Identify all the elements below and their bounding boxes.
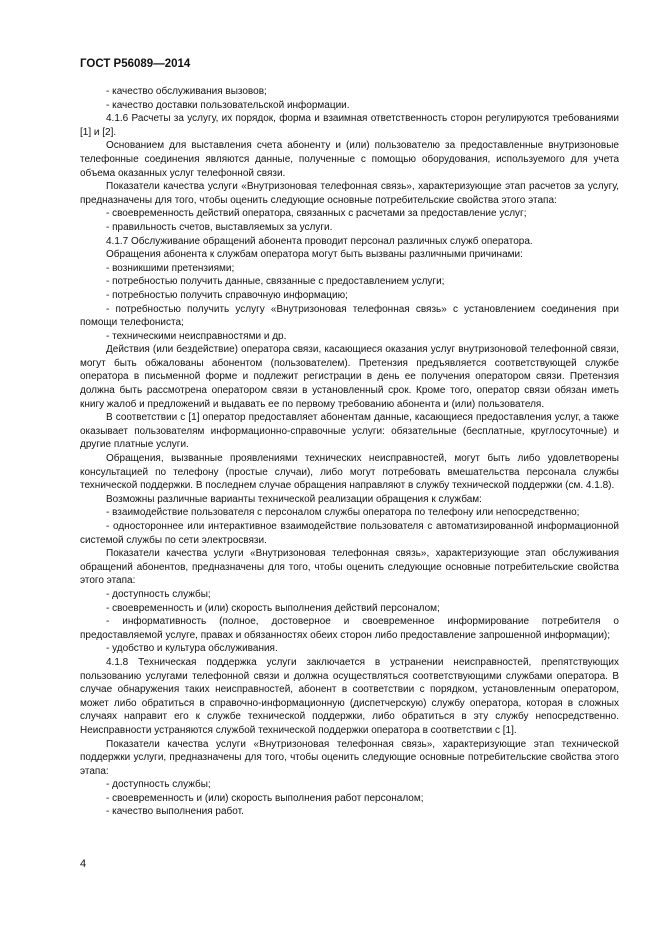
list-item: - доступность службы; bbox=[106, 779, 211, 791]
list-item: - своевременность действий оператора, связанных с расчетами за предоставление услуг; bbox=[106, 208, 527, 220]
list-item: - потребностью получить справочную информацию; bbox=[106, 289, 348, 301]
paragraph: 4.1.6 Расчеты за услугу, их порядок, форма и взаимная ответственность сторон регулируются требованиями [1] и [2]. bbox=[80, 113, 619, 138]
list-item: - потребностью получить данные, связанные с предоставлением услуги; bbox=[106, 276, 445, 288]
list-item: - возникшими претензиями; bbox=[106, 262, 235, 274]
paragraph: Показатели качества услуги «Внутризоновая телефонная связь», характеризующие этап технической поддержки услуги, предназначены для того, чтобы оценить следующие основные потребительские свойства этого этапа: bbox=[80, 738, 619, 777]
list-item: - взаимодействие пользователя с персоналом службы оператора по телефону или непосредственно; bbox=[106, 507, 580, 519]
list-item: - своевременность и (или) скорость выполнения работ персоналом; bbox=[106, 792, 424, 804]
list-item: - правильность счетов, выставляемых за услуги. bbox=[106, 221, 333, 233]
paragraph: Обращения, вызванные проявлениями технических неисправностей, могут быть либо удовлетворены консультацией по телефону (простые случаи), либо могут потребовать вмешательства персонала службы технической поддержки. В последнем случае обращения направляют в службу технической поддержки (см. 4.1.8). bbox=[80, 453, 619, 492]
paragraph: Действия (или бездействие) оператора связи, касающиеся оказания услуг внутризоновой телефонной связи, могут быть обжалованы абонентом (пользователем). Претензия предъявляется соответствующей службе оператора в письменной форме и подлежит регистрации в день ее получения оператором связи. Претензия должна быть рассмотрена оператором связи в установленный срок. Кроме того, оператор связи обязан иметь книгу жалоб и предложений и выдавать ее по первому требованию абонента и (или) пользователя. bbox=[80, 344, 619, 410]
paragraph: Основанием для выставления счета абоненту и (или) пользователю за предоставленные внутризоновые телефонные соединения являются данные, полученные с помощью оборудования, используемого для учета объема оказанных услуг телефонной связи. bbox=[80, 140, 619, 179]
paragraph: Показатели качества услуги «Внутризоновая телефонная связь», характеризующие этап расчетов за услугу, предназначены для того, чтобы оценить следующие основные потребительские свойства этого этапа: bbox=[80, 181, 619, 206]
list-item: - качество доставки пользовательской информации. bbox=[106, 99, 350, 111]
list-item: - удобство и культура обслуживания. bbox=[106, 643, 278, 655]
document-header: ГОСТ Р56089—2014 bbox=[80, 58, 191, 70]
paragraph: 4.1.8 Техническая поддержка услуги заключается в устранении неисправностей, препятствующих пользованию услугами телефонной связи и должна осуществляться соответствующими службами оператора. В случае обнаружения таких неисправностей, абонент в соответствии с порядком, установленным оператором, может либо обратиться в справочно-информационную (диспетчерскую) службу оператора, которая в сложных случаях направит его к службе технической поддержки, либо обратиться в эту службу непосредственно. Неисправности устраняются службой технической поддержки оператора в соответствии с [1]. bbox=[80, 656, 619, 736]
list-item: - техническими неисправностями и др. bbox=[106, 330, 287, 342]
document-body bbox=[80, 85, 619, 819]
list-item: - качество обслуживания вызовов; bbox=[106, 86, 267, 97]
paragraph: Возможны различные варианты технической реализации обращения к службам: bbox=[106, 493, 482, 505]
list-item: - одностороннее или интерактивное взаимодействие пользователя с автоматизированной информационной системой службы по сети электросвязи. bbox=[80, 521, 619, 546]
paragraph: В соответствии с [1] оператор предоставляет абонентам данные, касающиеся предоставления услуг, а также оказывает пользователям информационно-справочные услуги: обязательные (бесплатные, круглосуточные) и другие платные услуги. bbox=[80, 412, 619, 451]
list-item: - качество выполнения работ. bbox=[106, 806, 244, 818]
paragraph: Обращения абонента к службам оператора могут быть вызваны различными причинами: bbox=[106, 249, 523, 261]
page-number: 4 bbox=[80, 858, 87, 870]
paragraph: 4.1.7 Обслуживание обращений абонента проводит персонал различных служб оператора. bbox=[106, 235, 533, 247]
list-item: - потребностью получить услугу «Внутризоновая телефонная связь» с установлением соединения при помощи телефониста; bbox=[80, 303, 619, 329]
list-item: - информативность (полное, достоверное и своевременное информирование потребителя о предоставляемой услуге, правах и обязанностях обеих сторон либо предоставление запрошенной информации); bbox=[80, 616, 619, 641]
list-item: - доступность службы; bbox=[106, 588, 211, 600]
list-item: - своевременность и (или) скорость выполнения действий персоналом; bbox=[106, 602, 440, 614]
paragraph: Показатели качества услуги «Внутризоновая телефонная связь», характеризующие этап обслуживания обращений абонентов, предназначены для того, чтобы оценить следующие основные потребительские свойства этого этапа: bbox=[80, 548, 619, 587]
